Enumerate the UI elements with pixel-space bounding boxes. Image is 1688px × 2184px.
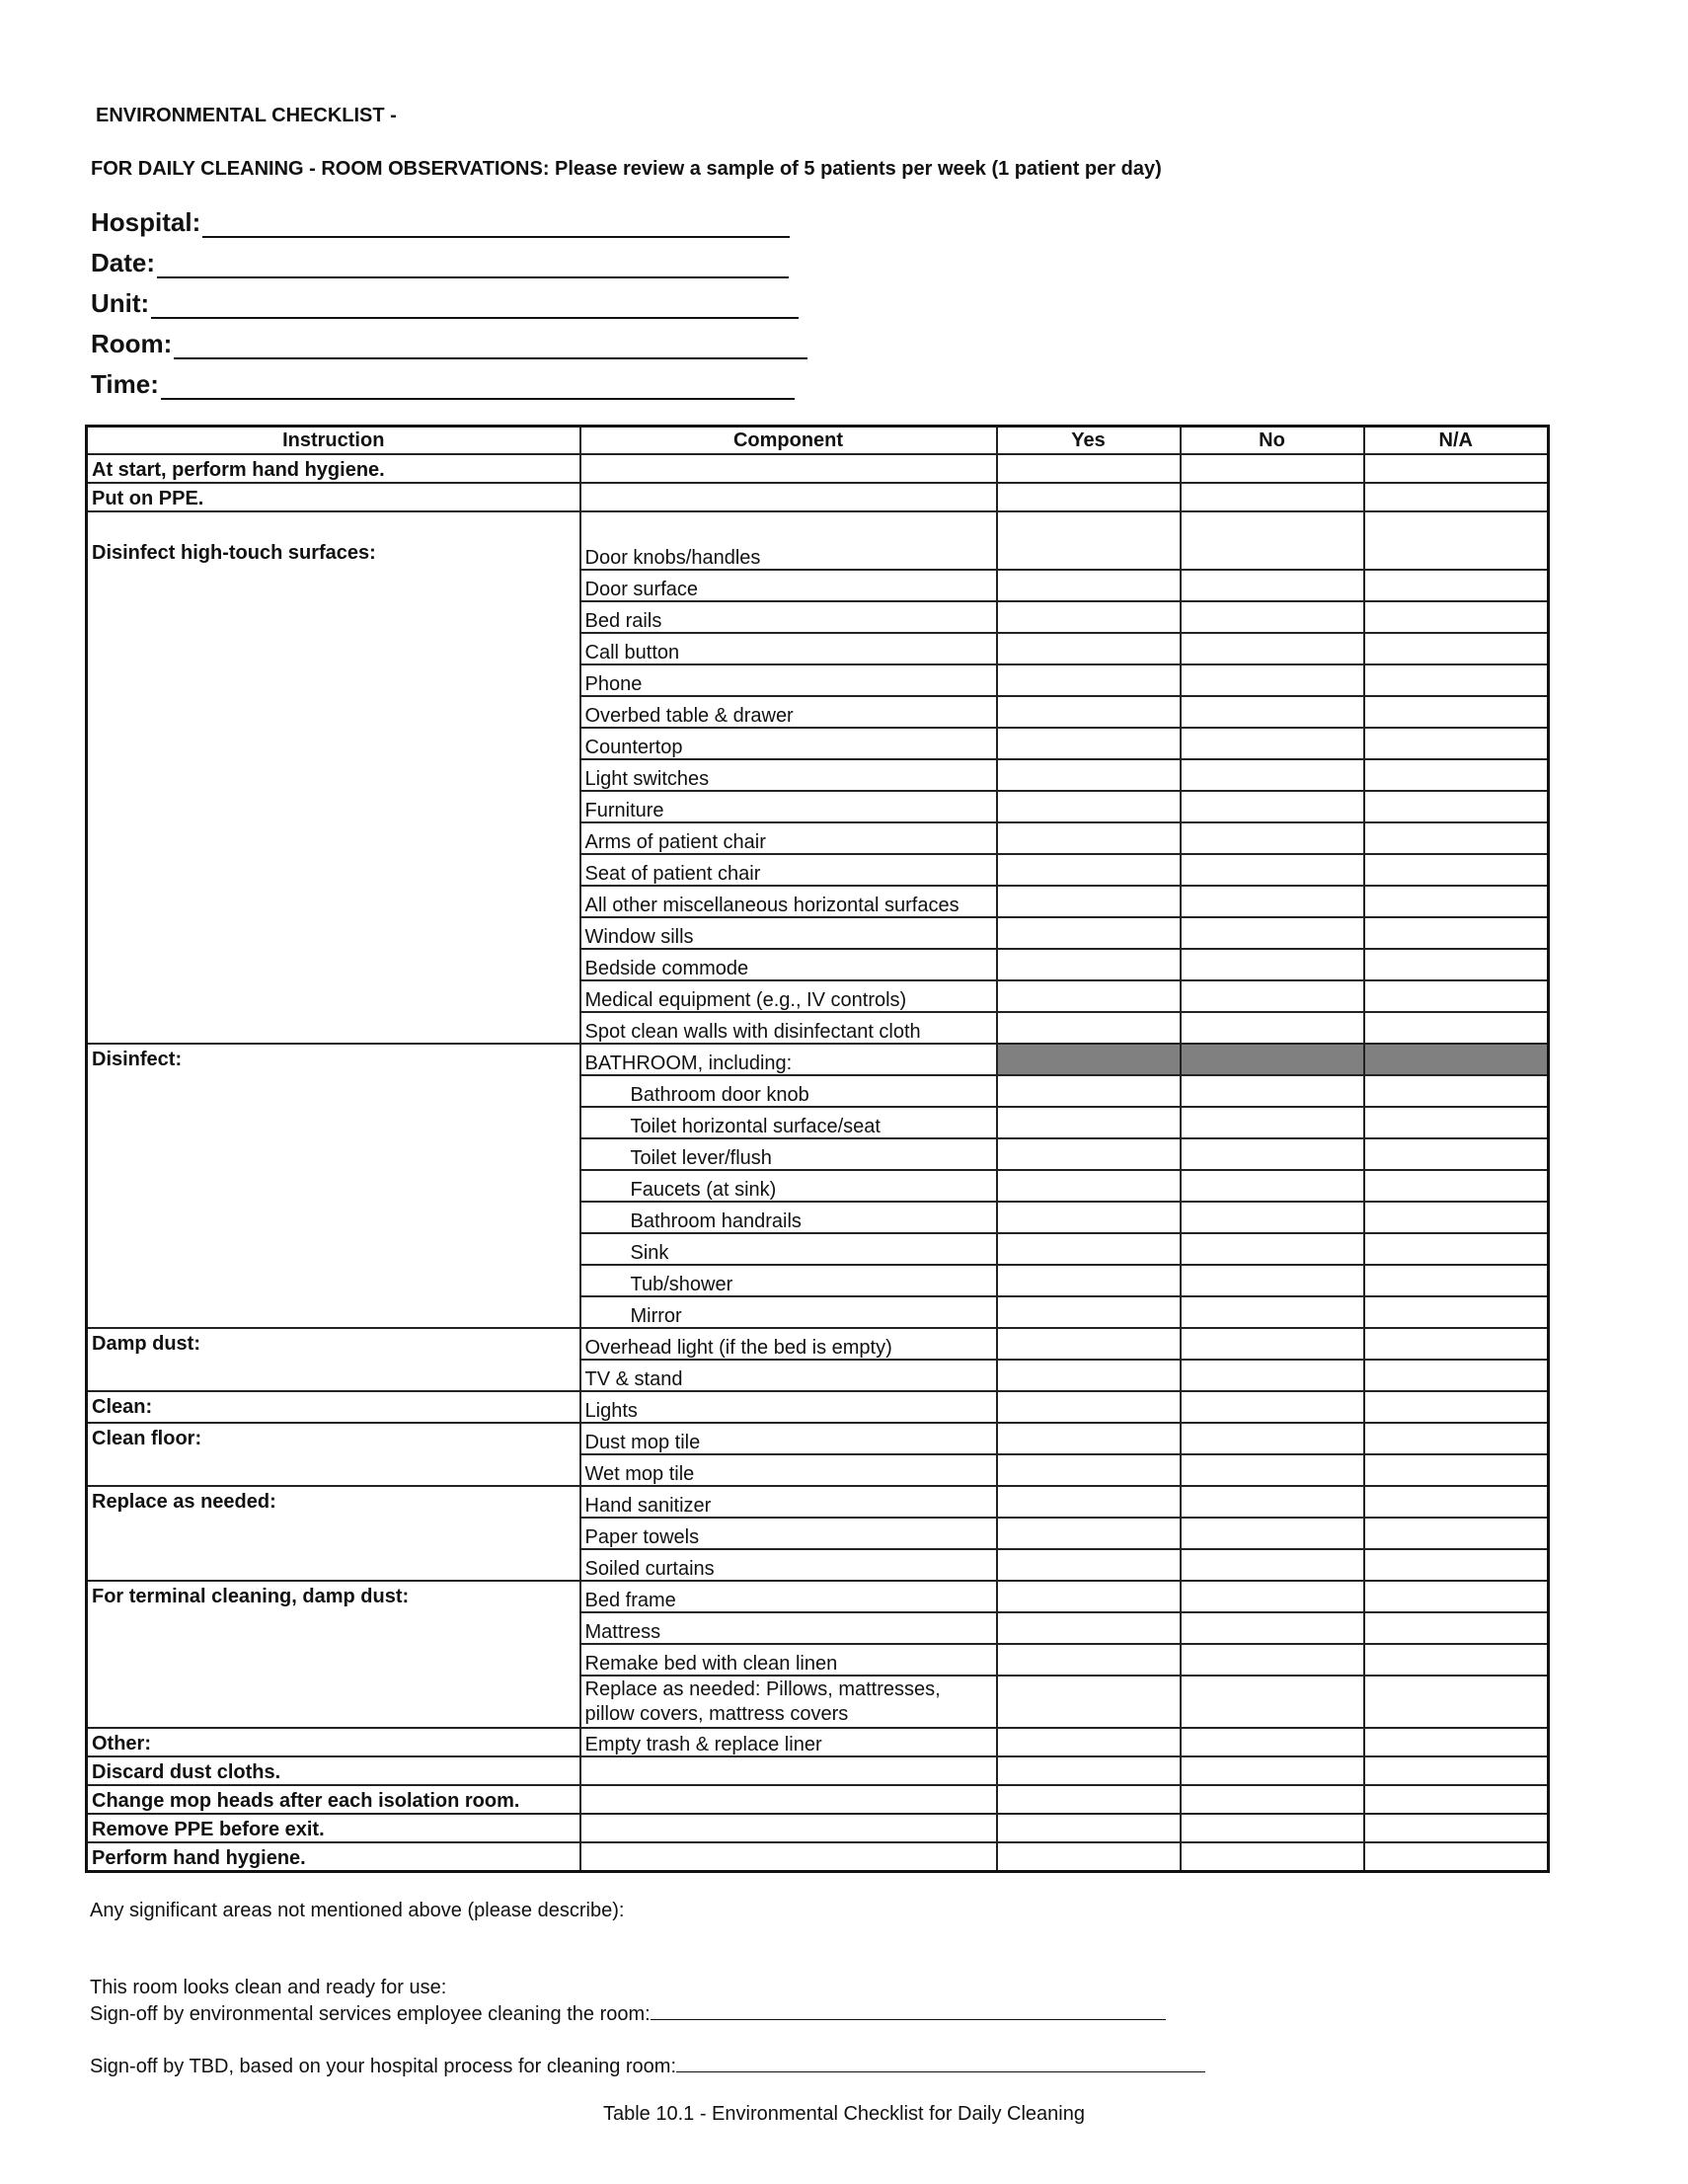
- na-cell[interactable]: [1364, 1612, 1549, 1644]
- instruction-cell: Change mop heads after each isolation room.: [87, 1785, 580, 1814]
- no-cell[interactable]: [1181, 1265, 1364, 1296]
- no-cell[interactable]: [1181, 1202, 1364, 1233]
- table-row: [87, 1785, 1549, 1814]
- date-label: Date:: [91, 248, 156, 277]
- yes-cell[interactable]: [997, 1756, 1181, 1785]
- no-cell[interactable]: [1181, 1842, 1364, 1871]
- component-cell: Paper towels: [580, 1518, 997, 1549]
- na-cell[interactable]: [1364, 1423, 1549, 1454]
- na-cell[interactable]: [1364, 1581, 1549, 1612]
- na-cell[interactable]: [1364, 791, 1549, 822]
- yes-cell[interactable]: [997, 1012, 1181, 1044]
- unit-line[interactable]: [151, 293, 799, 319]
- na-cell[interactable]: [1364, 696, 1549, 728]
- no-cell[interactable]: [1181, 1676, 1364, 1728]
- no-cell[interactable]: [1181, 1644, 1364, 1676]
- unit-label: Unit:: [91, 288, 150, 318]
- header-na: N/A: [1364, 427, 1549, 455]
- na-cell[interactable]: [1364, 1549, 1549, 1581]
- no-cell[interactable]: [1181, 917, 1364, 949]
- no-cell[interactable]: [1181, 454, 1364, 483]
- component-cell: [580, 1756, 997, 1785]
- instruction-cell: Replace as needed:: [87, 1486, 580, 1581]
- yes-cell[interactable]: [997, 1170, 1181, 1202]
- yes-cell[interactable]: [997, 1233, 1181, 1265]
- component-cell: Empty trash & replace liner: [580, 1728, 997, 1756]
- table-row: [87, 454, 1549, 483]
- na-cell[interactable]: [1364, 1075, 1549, 1107]
- component-cell: Light switches: [580, 759, 997, 791]
- no-cell[interactable]: [1181, 1328, 1364, 1360]
- na-cell[interactable]: [1364, 664, 1549, 696]
- component-cell: Lights: [580, 1391, 997, 1423]
- signoff-employee-line[interactable]: [651, 2001, 1166, 2020]
- component-cell: Mattress: [580, 1612, 997, 1644]
- component-cell: Phone: [580, 664, 997, 696]
- no-cell[interactable]: [1181, 696, 1364, 728]
- component-cell: [580, 454, 997, 483]
- na-cell[interactable]: [1364, 886, 1549, 917]
- yes-cell[interactable]: [997, 1814, 1181, 1842]
- no-cell[interactable]: [1181, 601, 1364, 633]
- yes-cell[interactable]: [997, 1423, 1181, 1454]
- checklist-title: ENVIRONMENTAL CHECKLIST -: [96, 105, 397, 126]
- yes-cell[interactable]: [997, 1454, 1181, 1486]
- table-row: [87, 1391, 1549, 1423]
- no-cell[interactable]: [1181, 1170, 1364, 1202]
- no-cell[interactable]: [1181, 854, 1364, 886]
- na-cell[interactable]: [1364, 1138, 1549, 1170]
- component-cell: Overbed table & drawer: [580, 696, 997, 728]
- instruction-cell: For terminal cleaning, damp dust:: [87, 1581, 580, 1728]
- yes-cell[interactable]: [997, 1785, 1181, 1814]
- component-cell: Toilet lever/flush: [580, 1138, 997, 1170]
- signoff-tbd-line[interactable]: [676, 2054, 1205, 2072]
- yes-cell[interactable]: [997, 980, 1181, 1012]
- yes-cell[interactable]: [997, 886, 1181, 917]
- na-cell[interactable]: [1364, 1814, 1549, 1842]
- time-field[interactable]: [91, 369, 795, 400]
- component-cell: Tub/shower: [580, 1265, 997, 1296]
- na-cell[interactable]: [1364, 1202, 1549, 1233]
- component-cell: Mirror: [580, 1296, 997, 1328]
- component-cell: [580, 1842, 997, 1871]
- yes-cell[interactable]: [997, 696, 1181, 728]
- signoff-tbd-label: Sign-off by TBD, based on your hospital process for cleaning room:: [90, 2056, 677, 2077]
- time-label: Time:: [91, 369, 159, 399]
- hospital-field[interactable]: [91, 207, 790, 238]
- component-cell: Seat of patient chair: [580, 854, 997, 886]
- component-cell: Bed rails: [580, 601, 997, 633]
- no-cell[interactable]: [1181, 1391, 1364, 1423]
- component-cell: [580, 1814, 997, 1842]
- signoff-employee[interactable]: [90, 2001, 1166, 2026]
- yes-cell[interactable]: [997, 1644, 1181, 1676]
- component-cell: [580, 483, 997, 511]
- component-cell: Overhead light (if the bed is empty): [580, 1328, 997, 1360]
- no-cell[interactable]: [1181, 570, 1364, 601]
- na-cell[interactable]: [1364, 728, 1549, 759]
- yes-cell[interactable]: [997, 511, 1181, 570]
- header-instruction: Instruction: [87, 427, 580, 455]
- room-line[interactable]: [174, 334, 807, 359]
- no-cell[interactable]: [1181, 1423, 1364, 1454]
- component-cell: [580, 1785, 997, 1814]
- table-row: [87, 1044, 1549, 1075]
- na-cell[interactable]: [1364, 1842, 1549, 1871]
- no-cell[interactable]: [1181, 949, 1364, 980]
- component-cell: Door knobs/handles: [580, 511, 997, 570]
- yes-cell[interactable]: [997, 570, 1181, 601]
- component-cell: Faucets (at sink): [580, 1170, 997, 1202]
- na-cell[interactable]: [1364, 454, 1549, 483]
- yes-cell[interactable]: [997, 854, 1181, 886]
- component-cell: Door surface: [580, 570, 997, 601]
- signoff-employee-label: Sign-off by environmental services employee cleaning the room:: [90, 2003, 651, 2025]
- yes-cell[interactable]: [997, 728, 1181, 759]
- instruction-cell: Remove PPE before exit.: [87, 1814, 580, 1842]
- na-cell[interactable]: [1364, 1785, 1549, 1814]
- table-row: [87, 1581, 1549, 1612]
- no-cell[interactable]: [1181, 1233, 1364, 1265]
- na-cell[interactable]: [1364, 1644, 1549, 1676]
- yes-cell[interactable]: [997, 633, 1181, 664]
- table-row: [87, 511, 1549, 570]
- date-field[interactable]: [91, 248, 789, 278]
- no-cell[interactable]: [1181, 1518, 1364, 1549]
- table-caption: Table 10.1 - Environmental Checklist for Daily Cleaning: [602, 2103, 1085, 2125]
- no-cell[interactable]: [1181, 664, 1364, 696]
- component-cell: Sink: [580, 1233, 997, 1265]
- component-cell: Hand sanitizer: [580, 1486, 997, 1518]
- no-cell[interactable]: [1181, 1728, 1364, 1756]
- instruction-cell: Clean floor:: [87, 1423, 580, 1486]
- yes-cell[interactable]: [997, 1581, 1181, 1612]
- na-cell[interactable]: [1364, 917, 1549, 949]
- yes-cell[interactable]: [997, 949, 1181, 980]
- na-cell[interactable]: [1364, 854, 1549, 886]
- yes-cell[interactable]: [997, 1265, 1181, 1296]
- na-cell[interactable]: [1364, 822, 1549, 854]
- yes-cell[interactable]: [997, 1075, 1181, 1107]
- yes-cell[interactable]: [997, 1676, 1181, 1728]
- na-cell[interactable]: [1364, 1728, 1549, 1756]
- na-cell[interactable]: [1364, 1518, 1549, 1549]
- na-cell[interactable]: [1364, 1107, 1549, 1138]
- time-line[interactable]: [161, 374, 795, 400]
- component-cell: Arms of patient chair: [580, 822, 997, 854]
- no-cell[interactable]: [1181, 980, 1364, 1012]
- component-cell: Dust mop tile: [580, 1423, 997, 1454]
- no-cell[interactable]: [1181, 822, 1364, 854]
- instruction-cell: Disinfect high-touch surfaces:: [87, 511, 580, 1044]
- na-cell[interactable]: [1364, 1360, 1549, 1391]
- room-label: Room:: [91, 329, 173, 358]
- yes-cell[interactable]: [997, 1842, 1181, 1871]
- no-cell[interactable]: [1181, 1360, 1364, 1391]
- component-cell: Bed frame: [580, 1581, 997, 1612]
- no-cell[interactable]: [1181, 1012, 1364, 1044]
- na-cell-shaded: [1364, 1044, 1549, 1075]
- yes-cell[interactable]: [997, 601, 1181, 633]
- yes-cell[interactable]: [997, 917, 1181, 949]
- no-cell[interactable]: [1181, 1107, 1364, 1138]
- instruction-cell: Discard dust cloths.: [87, 1756, 580, 1785]
- na-cell[interactable]: [1364, 980, 1549, 1012]
- component-cell: Soiled curtains: [580, 1549, 997, 1581]
- yes-cell[interactable]: [997, 1612, 1181, 1644]
- yes-cell[interactable]: [997, 1486, 1181, 1518]
- na-cell[interactable]: [1364, 511, 1549, 570]
- instruction-cell: At start, perform hand hygiene.: [87, 454, 580, 483]
- na-cell[interactable]: [1364, 949, 1549, 980]
- no-cell[interactable]: [1181, 1814, 1364, 1842]
- table-row: [87, 1756, 1549, 1785]
- unit-field[interactable]: [91, 288, 799, 319]
- component-cell: Medical equipment (e.g., IV controls): [580, 980, 997, 1012]
- na-cell[interactable]: [1364, 601, 1549, 633]
- component-cell: Wet mop tile: [580, 1454, 997, 1486]
- component-cell: Countertop: [580, 728, 997, 759]
- header-component: Component: [580, 427, 997, 455]
- no-cell[interactable]: [1181, 1075, 1364, 1107]
- na-cell[interactable]: [1364, 1486, 1549, 1518]
- component-cell: Bathroom door knob: [580, 1075, 997, 1107]
- yes-cell[interactable]: [997, 1138, 1181, 1170]
- checklist-subtitle: FOR DAILY CLEANING - ROOM OBSERVATIONS: Please review a sample of 5 patients per week (1 patient per day): [91, 158, 1162, 180]
- no-cell[interactable]: [1181, 511, 1364, 570]
- table-row: [87, 483, 1549, 511]
- component-cell: BATHROOM, including:: [580, 1044, 997, 1075]
- no-cell[interactable]: [1181, 1486, 1364, 1518]
- instruction-cell: Damp dust:: [87, 1328, 580, 1391]
- room-clean-statement: This room looks clean and ready for use:: [90, 1977, 447, 1998]
- na-cell[interactable]: [1364, 1012, 1549, 1044]
- table-row: [87, 1328, 1549, 1360]
- instruction-cell: Put on PPE.: [87, 483, 580, 511]
- signoff-tbd[interactable]: [90, 2054, 1205, 2078]
- table-row: [87, 1728, 1549, 1756]
- table-header-row: [87, 427, 1549, 455]
- no-cell[interactable]: [1181, 633, 1364, 664]
- na-cell[interactable]: [1364, 1391, 1549, 1423]
- component-cell: Bedside commode: [580, 949, 997, 980]
- no-cell[interactable]: [1181, 1785, 1364, 1814]
- no-cell[interactable]: [1181, 1454, 1364, 1486]
- no-cell-shaded: [1181, 1044, 1364, 1075]
- table-row: [87, 1486, 1549, 1518]
- instruction-cell: Other:: [87, 1728, 580, 1756]
- component-cell: Replace as needed: Pillows, mattresses, pillow covers, mattress covers: [580, 1676, 997, 1728]
- no-cell[interactable]: [1181, 791, 1364, 822]
- checklist-table: [85, 425, 1550, 1873]
- component-cell: Window sills: [580, 917, 997, 949]
- yes-cell[interactable]: [997, 1391, 1181, 1423]
- na-cell[interactable]: [1364, 1265, 1549, 1296]
- na-cell[interactable]: [1364, 759, 1549, 791]
- instruction-cell: Clean:: [87, 1391, 580, 1423]
- table-row: [87, 1842, 1549, 1871]
- yes-cell-shaded: [997, 1044, 1181, 1075]
- component-cell: TV & stand: [580, 1360, 997, 1391]
- na-cell[interactable]: [1364, 1233, 1549, 1265]
- instruction-cell: Perform hand hygiene.: [87, 1842, 580, 1871]
- header-yes: Yes: [997, 427, 1181, 455]
- no-cell[interactable]: [1181, 1612, 1364, 1644]
- yes-cell[interactable]: [997, 822, 1181, 854]
- yes-cell[interactable]: [997, 1360, 1181, 1391]
- no-cell[interactable]: [1181, 1138, 1364, 1170]
- table-row: [87, 1423, 1549, 1454]
- na-cell[interactable]: [1364, 1328, 1549, 1360]
- no-cell[interactable]: [1181, 1581, 1364, 1612]
- no-cell[interactable]: [1181, 1549, 1364, 1581]
- yes-cell[interactable]: [997, 1202, 1181, 1233]
- room-field[interactable]: [91, 329, 807, 359]
- component-cell: Bathroom handrails: [580, 1202, 997, 1233]
- component-cell: All other miscellaneous horizontal surfaces: [580, 886, 997, 917]
- component-cell: Spot clean walls with disinfectant cloth: [580, 1012, 997, 1044]
- na-cell[interactable]: [1364, 1756, 1549, 1785]
- na-cell[interactable]: [1364, 570, 1549, 601]
- na-cell[interactable]: [1364, 483, 1549, 511]
- yes-cell[interactable]: [997, 664, 1181, 696]
- na-cell[interactable]: [1364, 1296, 1549, 1328]
- yes-cell[interactable]: [997, 1328, 1181, 1360]
- na-cell[interactable]: [1364, 1170, 1549, 1202]
- na-cell[interactable]: [1364, 1454, 1549, 1486]
- yes-cell[interactable]: [997, 1107, 1181, 1138]
- instruction-cell: Disinfect:: [87, 1044, 580, 1328]
- header-no: No: [1181, 427, 1364, 455]
- date-line[interactable]: [157, 253, 789, 278]
- yes-cell[interactable]: [997, 791, 1181, 822]
- hospital-label: Hospital:: [91, 207, 201, 237]
- na-cell[interactable]: [1364, 1676, 1549, 1728]
- yes-cell[interactable]: [997, 759, 1181, 791]
- component-cell: Call button: [580, 633, 997, 664]
- no-cell[interactable]: [1181, 1756, 1364, 1785]
- component-cell: Remake bed with clean linen: [580, 1644, 997, 1676]
- component-cell: Furniture: [580, 791, 997, 822]
- no-cell[interactable]: [1181, 886, 1364, 917]
- yes-cell[interactable]: [997, 1296, 1181, 1328]
- na-cell[interactable]: [1364, 633, 1549, 664]
- component-cell: Toilet horizontal surface/seat: [580, 1107, 997, 1138]
- no-cell[interactable]: [1181, 483, 1364, 511]
- yes-cell[interactable]: [997, 483, 1181, 511]
- no-cell[interactable]: [1181, 1296, 1364, 1328]
- hospital-line[interactable]: [202, 212, 790, 238]
- table-row: [87, 1814, 1549, 1842]
- yes-cell[interactable]: [997, 1518, 1181, 1549]
- yes-cell[interactable]: [997, 1728, 1181, 1756]
- no-cell[interactable]: [1181, 728, 1364, 759]
- yes-cell[interactable]: [997, 1549, 1181, 1581]
- other-areas-prompt: Any significant areas not mentioned above (please describe):: [90, 1900, 625, 1921]
- yes-cell[interactable]: [997, 454, 1181, 483]
- no-cell[interactable]: [1181, 759, 1364, 791]
